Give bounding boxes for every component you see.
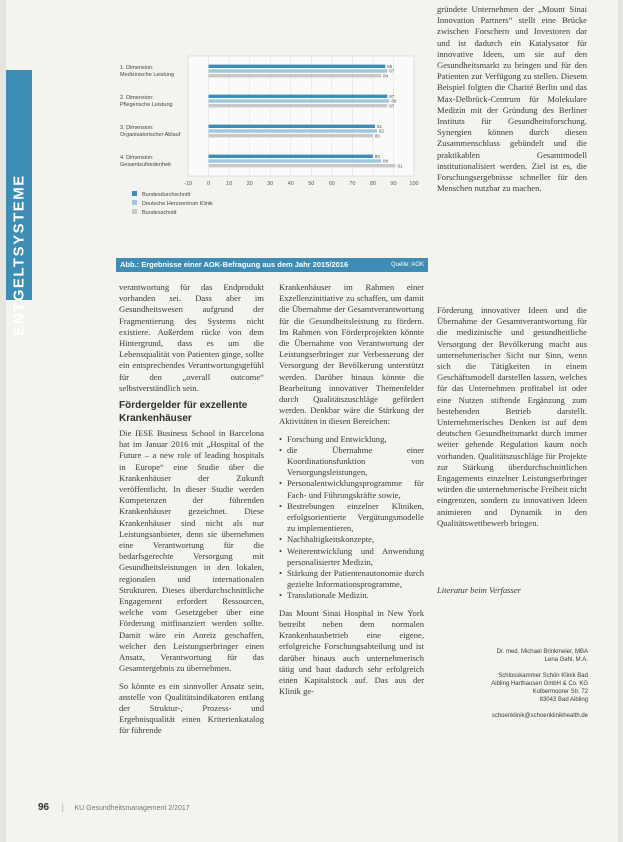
bullet-item: • Forschung und Entwicklung, (279, 434, 424, 445)
x-tick-label: 60 (328, 181, 335, 187)
footer-divider: | (61, 802, 64, 812)
paragraph: Das Mount Sinai Hospital in New York betreibt neben dem normalen Krankenhausbetrieb eine eigene, erfolgreiche Forschungsabteilung und ist darüber hinaus auch unternehmerisch tätig und baut dadurch sehr erfolgreich einen Kapitalstock auf. Das aus der Klinik ge- (279, 607, 424, 697)
bar (209, 155, 373, 158)
bar-value-label: 80 (374, 154, 380, 159)
bar-value-label: 88 (391, 98, 397, 104)
x-tick-label: 20 (246, 181, 253, 187)
bar-value-label: 84 (383, 73, 389, 79)
author-address: Kolbermoorer Str. 72 (532, 689, 588, 695)
author-email: schoenklinik@schoenklinikhealth.de (491, 713, 588, 719)
author-address: Aibling Harthausen GmbH & Co. KG (491, 681, 588, 687)
paragraph: Krankenhäuser im Rahmen einer Exzellenzinitiative zu schaffen, um damit die Übernahme der Gesamtverantwortung für die Gesundheitsleistung zu fördern. Im Rahmen von Förderprojekten könnte die Übernahme von Verantwortung der Leistungserbringer zur Verbesserung der Versorgung der Bevölkerung unterstützt werden. Darüber hinaus könnte die Bearbeitung innovativer Themenfelder durch Qualitätszuschläge gefördert werden. Denkbar wäre die Stärkung der Aktivitäten in diesen Bereichen: (279, 282, 424, 427)
legend-label: Bundesdurchschnitt (142, 192, 191, 198)
page-footer (38, 802, 190, 813)
bar-chart (114, 38, 430, 274)
bar (209, 65, 386, 68)
author-name: Lena Gehl, M.A. (544, 657, 588, 663)
author-address: 83043 Bad Aibling (539, 697, 588, 703)
category-label: 3. Dimension: (120, 125, 154, 131)
legend-label: Deutsche Herzzentrum Klinik (142, 201, 213, 207)
paragraph: So könnte es ein sinnvoller Ansatz sein, anstelle von Qualitätsindikatoren entlang der Struktur-, Prozess- und Ergebnisqualität einen Kriterienkatalog für führende (119, 680, 264, 736)
bar (209, 74, 382, 77)
author-block (437, 648, 588, 720)
x-tick-label: 40 (287, 181, 294, 187)
bar (209, 129, 377, 132)
legend-swatch (132, 209, 137, 214)
bar-value-label: 87 (389, 94, 395, 99)
bar-value-label: 81 (376, 124, 382, 129)
x-tick-label: -10 (184, 181, 192, 187)
legend-label: Bundesschnitt (142, 210, 177, 216)
bar-value-label: 84 (383, 158, 389, 164)
bullet-item: • Stärkung der Patientenautonomie durch gezielte Informationsprogramme, (279, 568, 424, 590)
bullet-item: • Personalentwicklungsprogramme für Fach- und Führungskräfte sowie, (279, 478, 424, 500)
section-title: ENTGELTSYSTEME (10, 174, 28, 336)
text-column-1 (119, 282, 264, 743)
category-label: 4. Dimension: (120, 155, 154, 161)
x-tick-label: 10 (226, 181, 233, 187)
bar-value-label: 86 (387, 64, 393, 69)
bullet-item: • Nachhaltigkeitskonzepte, (279, 534, 424, 545)
bullet-item: • Bestrebungen einzelner Kliniken, erfolgsorientierte Vergütungsmodelle zu implementieren, (279, 501, 424, 535)
section-heading: Fördergelder für exzellente Krankenhäuser (119, 400, 248, 424)
x-tick-label: 100 (409, 181, 419, 187)
bar-value-label: 82 (379, 128, 385, 134)
magazine-page (6, 0, 618, 842)
text-column-2 (279, 282, 424, 703)
bar (209, 95, 388, 98)
x-tick-label: 90 (390, 181, 397, 187)
journal-name: KU Gesundheitsmanagement 2/2017 (74, 805, 190, 812)
category-label: Gesamtzufriedenheit (120, 162, 171, 168)
paragraph: Förderung innovativer Ideen und die Übernahme der Gesamtverantwortung für die medizinische und gesundheitliche Versorgung der Bevölkerung macht aus unternehmerischer Sicht nur Sinn, wenn sich die Tätigkeiten in einem Geschäftsmodell darstellen lassen, welches für das Unternehmen profitabel ist oder eine Nutzen stiftende Ergänzung zum bestehenden Betrieb darstellt. Unternehmerisches Denken ist auf dem deutschen Gesundheitsmarkt durch immer weiter gehende Regulation kaum noch vorhanden. Qualitätszuschläge für Projekte zur Stärkung überdurchschnittlichen Engagements einzelner Leistungserbringer würden die unternehmerische Freiheit nicht eingrenzen, sondern zu innovativen Ideen animieren und Dynamik in den Qualitätswettbewerb bringen. (437, 305, 587, 528)
bar-value-label: 91 (397, 163, 403, 169)
category-label: 1. Dimension: (120, 65, 154, 71)
bar-value-label: 87 (389, 103, 395, 109)
paragraph: Die IESE Business School in Barcelona hat im Januar 2016 mit „Hospital of the Future – a new role of leading hospitals in Europe“ eine Studie über die Krankenhäuser der Zukunft veröffentlicht. In dieser Studie werden Kompetenzen der führenden Krankenhäuser gezeichnet. Diese Krankenhäuser sind nicht als nur Leistungsanbieter, denn sie übernehmen eine Verantwortung für die bedarfsgerechte Versorgung mit Gesundheitsleistungen in den lokalen, regionalen und internationalen Strukturen. Dieses überdurchschnittliche Engagement erfordert Ressourcen, welche vom Gesetzgeber über eine Förderung mitfinanziert werden sollte. Damit wäre ein Anreiz geschaffen, welcher den Leistungserbringer einen Ansatz, Verantwortung für das Gesamtergebnis zu übernehmen. (119, 428, 264, 674)
chart-caption-text: Abb.: Ergebnisse einer AOK-Befragung aus dem Jahr 2015/2016 (120, 260, 349, 269)
x-tick-label: 80 (369, 181, 376, 187)
literature-note: Literatur beim Verfasser (437, 585, 522, 595)
x-tick-label: 0 (207, 181, 211, 187)
section-tab (6, 70, 32, 336)
text-column-4 (437, 305, 587, 535)
bar (209, 69, 388, 72)
text-column-3 (437, 4, 587, 200)
section-sidebar (6, 0, 32, 842)
bar (209, 99, 390, 102)
category-label: 2. Dimension: (120, 95, 154, 101)
chart-caption (116, 258, 428, 272)
bullet-item: • die Übernahme einer Koordinationsfunktion von Versorgungsleistungen, (279, 445, 424, 479)
paragraph: gründete Unternehmen der „Mount Sinai Innovation Partners“ stellt eine Brücke zwischen Forschern und Investoren dar und ist dadurch ein Katalysator für innovative Ideen, um sie auf den Gesundheitsmarkt zu bringen und für den Patienten zur Verfügung zu stellen. Diesem Beispiel folgten die Charité Berlin und das Max-Delbrück-Centrum für Molekulare Medizin mit der Gründung des Berliner Instituts für Gesundheitsforschung. Synergien können durch diesen Zusammenschluss gebündelt und die praktikablen Gesamtmodell institutionalisiert werden. Ziel ist es, die Forschungsergebnisse schneller für den Menschen nutzbar zu machen. (437, 4, 587, 194)
legend-swatch (132, 200, 137, 205)
bar (209, 134, 373, 137)
bar-value-label: 80 (374, 133, 380, 139)
author-address: Schlosskammer Schön Klinik Bad (498, 673, 588, 679)
category-label: Medizinische Leistung (120, 72, 175, 78)
bullet-item: • Weiterentwicklung und Anwendung personalisierter Medizin, (279, 546, 424, 568)
bar (209, 125, 375, 128)
paragraph: verantwortung für das Endprodukt vorhanden sei. Dass aber im Gesundheitswesen aufgrund der Fragmentierung des Systems nicht existiere. Außerdem rücke von dem Hintergrund, dass es um die Lebensqualität von Patienten ginge, sollte ein entsprechendes Verantwortungsgefühl für den „overall outcome“ selbstverständlich sein. (119, 282, 264, 393)
chart-source: Quelle: AOK (390, 262, 424, 268)
legend-swatch (132, 191, 137, 196)
bullet-item: • Translationale Medizin. (279, 590, 424, 601)
bar-value-label: 87 (389, 68, 395, 74)
category-label: Pflegerische Leistung (120, 102, 173, 108)
x-tick-label: 50 (308, 181, 315, 187)
category-label: Organisatorischer Ablauf (120, 132, 181, 138)
x-tick-label: 30 (267, 181, 274, 187)
bar (209, 159, 382, 162)
bar-chart-svg (114, 38, 430, 274)
bar (209, 104, 388, 107)
author-name: Dr. med. Michael Brinkmeier, MBA (496, 649, 588, 655)
x-tick-label: 70 (349, 181, 356, 187)
page-number: 96 (38, 802, 50, 813)
bar (209, 164, 396, 167)
bullet-list (279, 434, 424, 602)
